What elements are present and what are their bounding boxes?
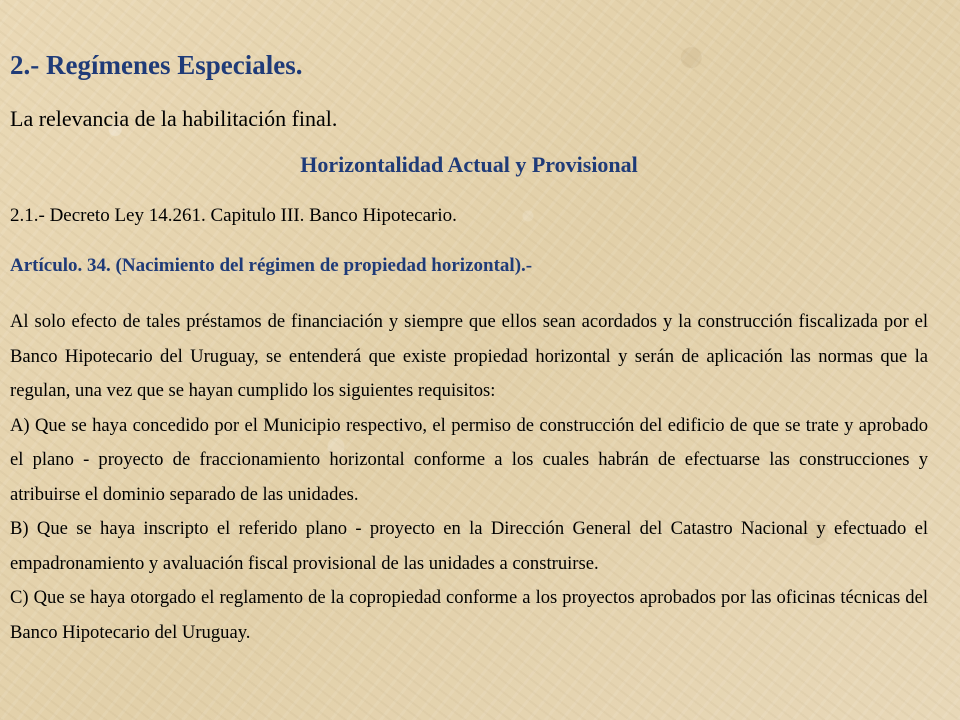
article-heading: Artículo. 34. (Nacimiento del régimen de propiedad horizontal).- (10, 255, 533, 276)
article-body (10, 305, 928, 650)
section-heading: Horizontalidad Actual y Provisional (300, 152, 638, 177)
decree-reference: 2.1.- Decreto Ley 14.261. Capitulo III. Banco Hipotecario. (10, 205, 457, 226)
slide-subtitle: La relevancia de la habilitación final. (10, 106, 338, 131)
requirement-c: C) Que se haya otorgado el reglamento de la copropiedad conforme a los proyectos aprobados por las oficinas técnicas del Banco Hipotecario del Uruguay. (10, 587, 928, 643)
requirement-b: B) Que se haya inscripto el referido plano - proyecto en la Dirección General del Catastro Nacional y efectuado el empadronamiento y avaluación fiscal provisional de las unidades a construirse. (10, 518, 928, 574)
article-intro: Al solo efecto de tales préstamos de financiación y siempre que ellos sean acordados y la construcción fiscalizada por el Banco Hipotecario del Uruguay, se entenderá que existe propiedad horizontal y serán de aplicación las normas que la regulan, una vez que se hayan cumplido los siguientes requisitos: (10, 311, 928, 401)
slide (10, 0, 928, 720)
requirement-a: A) Que se haya concedido por el Municipio respectivo, el permiso de construcción del edificio de que se trate y aprobado el plano - proyecto de fraccionamiento horizontal conforme a los cuales habrán de efectuarse las construcciones y atribuirse el dominio separado de las unidades. (10, 414, 928, 505)
slide-title: 2.- Regímenes Especiales. (10, 50, 303, 80)
